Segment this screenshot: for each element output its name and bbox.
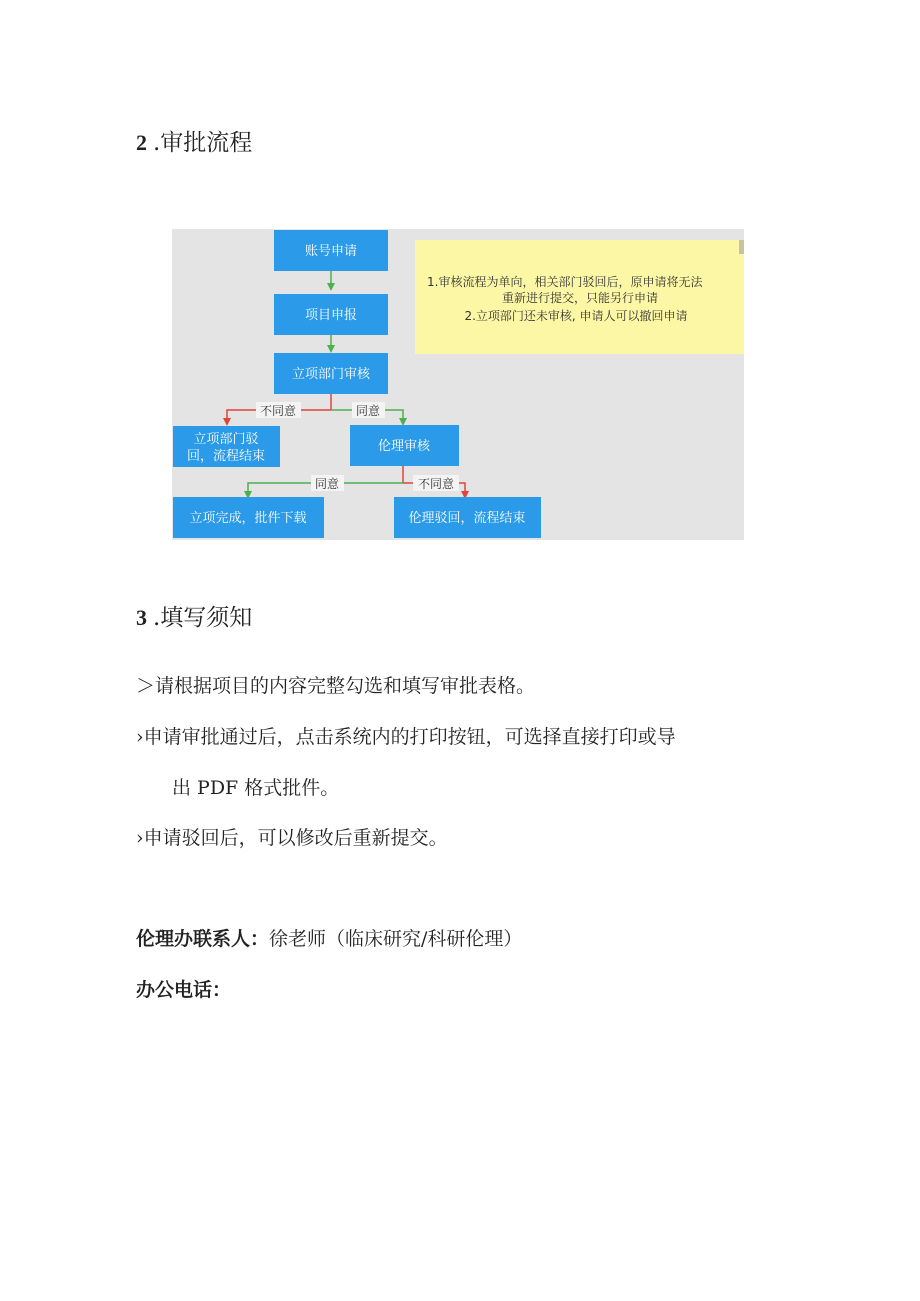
section-title: .填写须知 — [153, 605, 253, 631]
office-phone-label: 办公电话： — [136, 979, 232, 1001]
section-2-heading — [136, 124, 252, 157]
contact-value: 徐老师（临床研究/科研伦理） — [269, 928, 523, 950]
contact-line — [136, 924, 522, 951]
node-account-label: 账号申请 — [304, 244, 358, 259]
note-item-2-line-2: 出 PDF 格式批件。 — [172, 777, 340, 799]
contact-label: 伦理办联系人： — [136, 928, 270, 950]
node-dept-reject-line-2: 回，流程结束 — [186, 449, 266, 464]
node-project-label: 项目申报 — [304, 308, 358, 323]
approval-flowchart — [172, 229, 744, 540]
section-title: .审批流程 — [153, 130, 253, 156]
node-ethics-reject-label: 伦理驳回，流程结束 — [408, 511, 526, 526]
section-3-heading — [136, 599, 252, 632]
edge-label-disagree-1: 不同意 — [259, 404, 297, 418]
edge-label-agree-1: 同意 — [355, 404, 381, 418]
node-complete-label: 立项完成，批件下载 — [189, 511, 307, 526]
edge-label-agree-2: 同意 — [314, 477, 340, 491]
node-dept-review-label: 立项部门审核 — [291, 367, 371, 382]
note-item-3: ›申请驳回后，可以修改后重新提交。 — [136, 827, 448, 849]
note-corner — [739, 240, 744, 254]
section-number: 3 — [136, 605, 147, 630]
section-number: 2 — [136, 130, 147, 155]
note-line-2: 重新进行提交，只能另行申请 — [501, 291, 659, 305]
node-dept-reject-line-1: 立项部门驳 — [193, 432, 259, 447]
note-line-3: 2.立项部门还未审核, 申请人可以撤回申请 — [464, 309, 688, 323]
note-item-1: ＞请根据项目的内容完整勾选和填写审批表格。 — [136, 675, 536, 697]
edge-label-disagree-2: 不同意 — [417, 477, 455, 491]
node-ethics-review-label: 伦理审核 — [377, 439, 431, 454]
note-line-1: 1.审核流程为单向，相关部门驳回后，原申请将无法 — [427, 275, 703, 289]
note-item-2-line-1: ›申请审批通过后，点击系统内的打印按钮，可选择直接打印或导 — [136, 726, 676, 748]
